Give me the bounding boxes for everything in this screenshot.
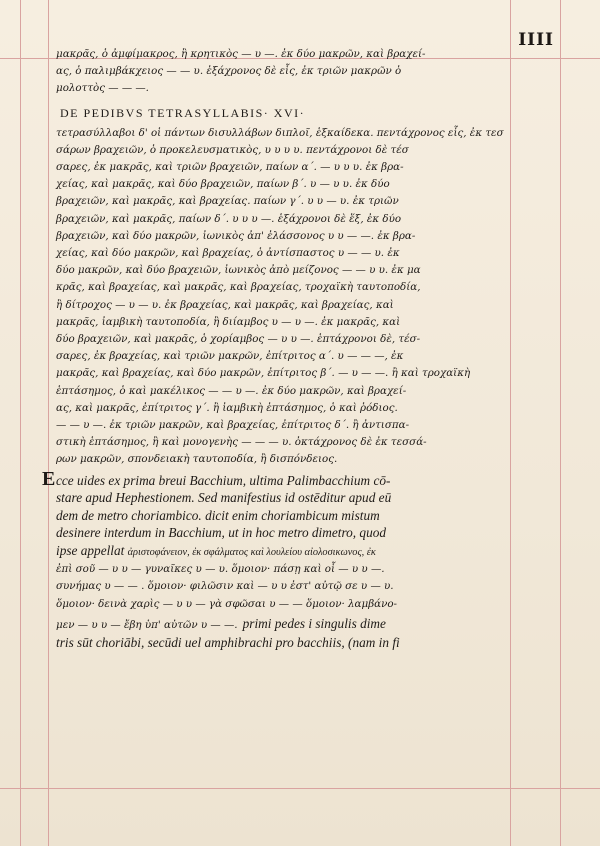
section-heading: DE PEDIBVS TETRASYLLABIS· XVI· [60,105,306,120]
text-line: ας, ὁ παλιμβάκχειος — — υ. ἑξάχρονος δὲ εἷς, ἐκ τριῶν μακρῶν ὁ [56,65,402,78]
text-line: ἢ δίτροχος — υ — υ. ἐκ βραχείας, καὶ μακρᾶς, καὶ βραχείας, καὶ [56,298,394,311]
text-line: μακρᾶς, ἰαμβικὴ ταυτοποδία, ἢ διίαμβος υ — υ —. ἐκ μακρᾶς, καὶ [56,315,401,328]
text-line: ὅμοιον· δεινὰ χαρὶς — υ υ — γὰ σφῶσαι υ — — ὅμοιον· λαμβάνο- [56,597,398,610]
latin-commentary [42,467,502,562]
greek-fragment: μεν — υ υ — ἔβη ὑπ' αὐτῶν υ — —. [56,618,238,631]
greek-meter-examples [56,561,502,613]
text-line: χείας, καὶ μακρᾶς, καὶ δύο βραχειῶν, παίων β΄. υ — υ υ. ἐκ δύο [56,178,390,191]
text-line: δύο βραχειῶν, καὶ μακρᾶς, ὁ χορίαμβος — υ υ —. ἑπτάχρονοι δὲ, τέσ- [56,333,421,346]
latin-fragment: primi pedes i singulis dime [242,615,386,631]
text-line: — — υ —. ἐκ τριῶν μακρῶν, καὶ βραχείας, ἐπίτριτος δ΄. ἢ ἀντισπα- [56,419,410,432]
text-line: τετρασύλλαβοι δ' οἱ πάντων δισυλλάβων διπλοῖ, ἑξκαίδεκα. πεντάχρονος εἷς, ἐκ τεσ [56,126,504,139]
greek-fragment: ἀριστοφάνειον, ἐκ σφάλματος καὶ λουλείου αἰολοσικωνος, ἐκ [127,547,376,559]
text-line: μακρᾶς, καὶ βραχείας, καὶ δύο μακρῶν, ἐπίτριτος β΄. — υ — —. ἢ καὶ τροχαϊκὴ [56,367,471,380]
drop-capital: E [42,467,56,490]
text-line: σαρες, ἐκ βραχείας, καὶ τριῶν μακρῶν, ἐπίτριτος α΄. υ — — —, ἐκ [56,350,404,363]
greek-paragraph-trisyllables [56,46,502,98]
text-line: ἐπὶ σοῦ — υ υ — γυναῖκες υ — υ. ὅμοιον· πάσῃ καὶ οἷ — υ υ —. [56,563,385,576]
text-line: tris sūt choriābi, secūdi uel amphibrachi pro bacchiis, (nam in fi [56,635,400,651]
text-line: στικὴ ἑπτάσημος, ἢ καὶ μονογενὴς — — — υ. ὀκτάχρονος δὲ ἐκ τεσσά- [56,436,427,449]
text-line: ας, καὶ μακρᾶς, ἐπίτριτος γ΄. ἢ ἰαμβικὴ ἑπτάσημος, ὁ καὶ ῥόδιος. [56,401,398,414]
text-line: ρων μακρῶν, σπονδειακὴ ταυτοποδία, ἢ δισπόνδειος. [56,453,338,466]
text-line: βραχειῶν, καὶ δύο μακρῶν, ἰωνικὸς ἀπ' ἐλάσσονος υ υ — —. ἐκ βρα- [56,229,416,242]
text-block [42,46,504,652]
text-line: δύο μακρῶν, καὶ δύο βραχειῶν, ἰωνικὸς ἀπὸ μείζονος — — υ υ. ἐκ μα [56,264,421,277]
text-line: χείας, καὶ δύο μακρῶν, καὶ βραχείας, ὁ ἀντίσπαστος υ — — υ. ἐκ [56,247,400,260]
text-line: μακρᾶς, ὁ ἀμφίμακρος, ἢ κρητικὸς — υ —. ἐκ δύο μακρῶν, καὶ βραχεί- [56,48,426,60]
text-line: συνήμας υ — — . ὅμοιον· φιλῶσιν καὶ — υ υ ἐστ' αὐτῷ σε υ — υ. [56,580,394,593]
margin-rule-left-outer [20,0,21,846]
margin-rule-right-inner [510,0,511,846]
text-line: μολοττὸς — — —. [56,82,149,95]
text-line [42,467,502,490]
text-line [56,542,502,561]
text-line: stare apud Hephestionem. Sed manifestius id ostēditur apud eū [56,490,392,506]
text-line-body: cce uides ex prima breui Bacchium, ultima Palimbacchium cō- [56,472,391,488]
text-line: σάρων βραχειῶν, ὁ προκελευσματικὸς, υ υ υ υ. πεντάχρονοι δὲ τέσ [56,143,409,156]
text-line: βραχειῶν, καὶ μακρᾶς, καὶ βραχείας. παίων γ΄. υ υ — υ. ἐκ τριῶν [56,195,399,208]
text-line: ἑπτάσημος, ὁ καὶ μακέλικος — — υ —. ἐκ δύο μακρῶν, καὶ βραχεί- [56,384,407,397]
text-line: desinere interdum in Bacchium, ut in hoc metro dimetro, quod [56,525,387,541]
text-line: σαρες, ἐκ μακρᾶς, καὶ τριῶν βραχειῶν, παίων α΄. — υ υ υ. ἐκ βρα- [56,161,404,174]
text-line: κρᾶς, καὶ βραχείας, καὶ μακρᾶς, καὶ βραχείας, τροχαϊκὴ ταυτοποδία, [56,281,421,294]
text-line [56,613,502,634]
page-number: IIII [518,30,554,50]
text-line: βραχειῶν, καὶ μακρᾶς, παίων δ΄. υ υ υ —. ἑξάχρονοι δὲ ἕξ, ἐκ δύο [56,212,402,225]
greek-paragraph-tetrasyllables [56,125,502,469]
text-line: dem de metro choriambico. dicit enim choriambicum mistum [56,507,380,523]
latin-fragment: ipse appellat [56,543,125,559]
margin-rule-left-inner [48,0,49,846]
margin-rule-right-outer [560,0,561,846]
